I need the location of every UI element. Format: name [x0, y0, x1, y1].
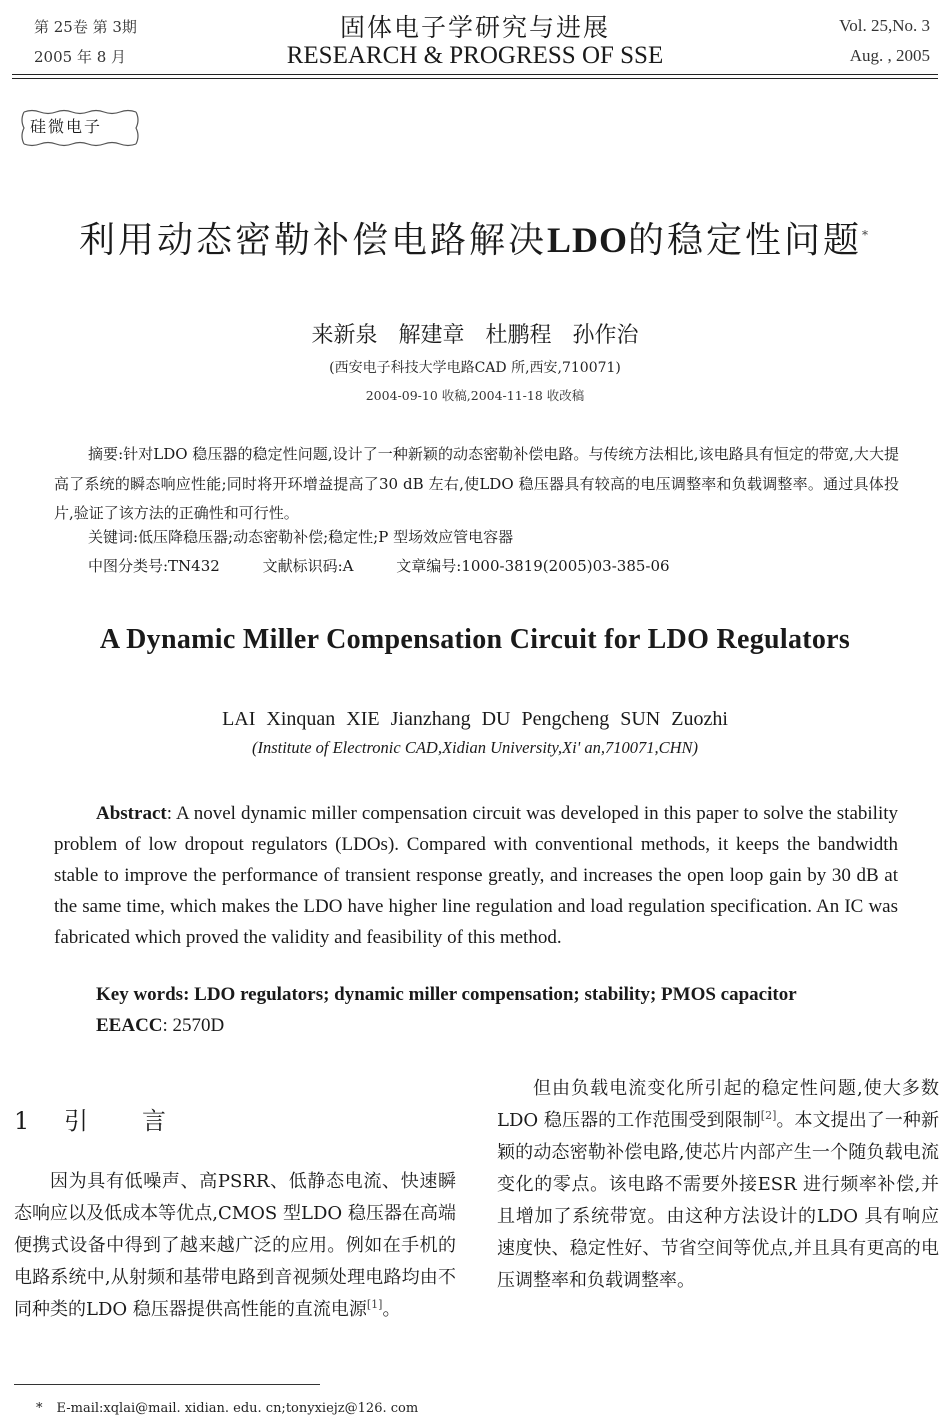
clc-number: 中图分类号:TN432 — [88, 557, 220, 575]
title-cn-part1: 利用动态密勒补偿电路解决 — [78, 220, 547, 261]
title-footnote-mark: * — [862, 228, 872, 242]
section-title-part-b: 言 — [142, 1107, 166, 1135]
footnote-rule — [14, 1384, 320, 1385]
section-title-part-a: 引 — [64, 1107, 88, 1135]
issue-date-en: Aug. , 2005 — [849, 46, 930, 65]
authors-cn: 来新泉 解建章 杜鹏程 孙作治 — [311, 323, 639, 348]
document-code: 文献标识码:A — [262, 557, 354, 575]
body-left-text: 因为具有低噪声、高PSRR、低静态电流、快速瞬态响应以及低成本等优点,CMOS 型LDO 稳压器在高端便携式设备中得到了越来越广泛的应用。例如在手机的电路系统中,从射频和基带电路到音视频处理电路均由不同种类的LDO 稳压器提供高性能的直流电源 — [14, 1171, 456, 1320]
section-number: 1 — [14, 1107, 30, 1135]
section-heading — [14, 1101, 166, 1136]
abstract-en — [54, 798, 898, 953]
paper-title-cn — [0, 212, 950, 263]
eeacc-value: : 2570D — [162, 1015, 225, 1036]
abstract-cn: 摘要:针对LDO 稳压器的稳定性问题,设计了一种新颖的动态密勒补偿电路。与传统方法相比,该电路具有恒定的带宽,大大提高了系统的瞬态响应性能;同时将开环增益提高了30 dB 左右,使LDO 稳压器具有较高的电压调整率和负载调整率。通过具体投片,验证了该方法的正确性和可行性。 — [54, 445, 899, 522]
keywords-en-label: Key words — [96, 984, 184, 1005]
body-left-end: 。 — [382, 1299, 401, 1320]
abstract-en-label: Abstract — [96, 803, 167, 824]
abstract-en-text: : A novel dynamic miller compensation circuit was developed in this paper to solve the stability problem of low dropout regulators (LDOs). Compared with conventional methods, it keeps the bandwidth stable to improve the performance of transient response greatly, and increases the open loop gain by 30 dB at the same time, which makes the LDO have higher line regulation and load regulation specification. An IC was fabricated which proved the validity and feasibility of this method. — [54, 803, 898, 948]
issue-date-cn: 2005 年 8 月 — [34, 48, 127, 66]
section-tag-label: 硅微电子 — [30, 117, 103, 136]
body-right-text-1: 但由负载电流变化所引起的稳定性问题,使大多数LDO 稳压器的工作范围受到限制 — [497, 1078, 939, 1131]
section-tag — [18, 108, 140, 148]
volume-en: Vol. 25,No. 3 — [839, 16, 930, 35]
affiliation-cn: (西安电子科技大学电路CAD 所,西安,710071) — [329, 360, 621, 376]
journal-title-cn: 固体电子学研究与进展 — [339, 13, 610, 42]
title-cn-latin: LDO — [546, 220, 628, 260]
citation-1: [1] — [366, 1298, 383, 1311]
body-right-text-2: 。本文提出了一种新颖的动态密勒补偿电路,使芯片内部产生一个随负载电流变化的零点。该电路不需要外接ESR 进行频率补偿,并且增加了系统带宽。由这种方法设计的LDO 具有响应速度快、稳定性好、节省空间等优点,并且具有更高的电压调整率和负载调整率。 — [497, 1110, 940, 1291]
body-paragraph-right — [497, 1073, 939, 1297]
received-dates: 2004-09-10 收稿,2004-11-18 收改稿 — [365, 388, 585, 403]
classification-line — [88, 555, 708, 576]
affiliation-en: (Institute of Electronic CAD,Xidian University,Xi' an,710071,CHN) — [251, 738, 699, 757]
keywords-cn: 关键词:低压降稳压器;动态密勒补偿;稳定性;P 型场效应管电容器 — [88, 528, 514, 546]
header-rule-top — [12, 74, 938, 75]
eeacc-label: EEACC — [96, 1015, 163, 1036]
footnote-mark: * — [36, 1401, 43, 1416]
body-paragraph-left — [14, 1166, 456, 1326]
footnote-email: E-mail:xqlai@mail. xidian. edu. cn;tonyxiejz@126. com — [56, 1401, 419, 1416]
title-cn-part2: 的稳定性问题 — [628, 220, 863, 261]
journal-title-en: RESEARCH & PROGRESS OF SSE — [286, 42, 664, 69]
footnote — [36, 1401, 418, 1416]
eeacc-code — [96, 1015, 224, 1037]
header-rule-bottom — [12, 78, 938, 79]
article-number: 文章编号:1000-3819(2005)03-385-06 — [396, 557, 670, 575]
keywords-en-value: : LDO regulators; dynamic miller compensation; stability; PMOS capacitor — [183, 984, 797, 1005]
paper-title-en: A Dynamic Miller Compensation Circuit for LDO Regulators — [99, 624, 851, 655]
authors-en: LAI Xinquan XIE Jianzhang DU Pengcheng SUN Zuozhi — [222, 708, 728, 730]
keywords-en — [96, 984, 797, 1006]
volume-issue: 第 25卷 第 3期 — [34, 18, 137, 36]
citation-2: [2] — [760, 1109, 777, 1122]
